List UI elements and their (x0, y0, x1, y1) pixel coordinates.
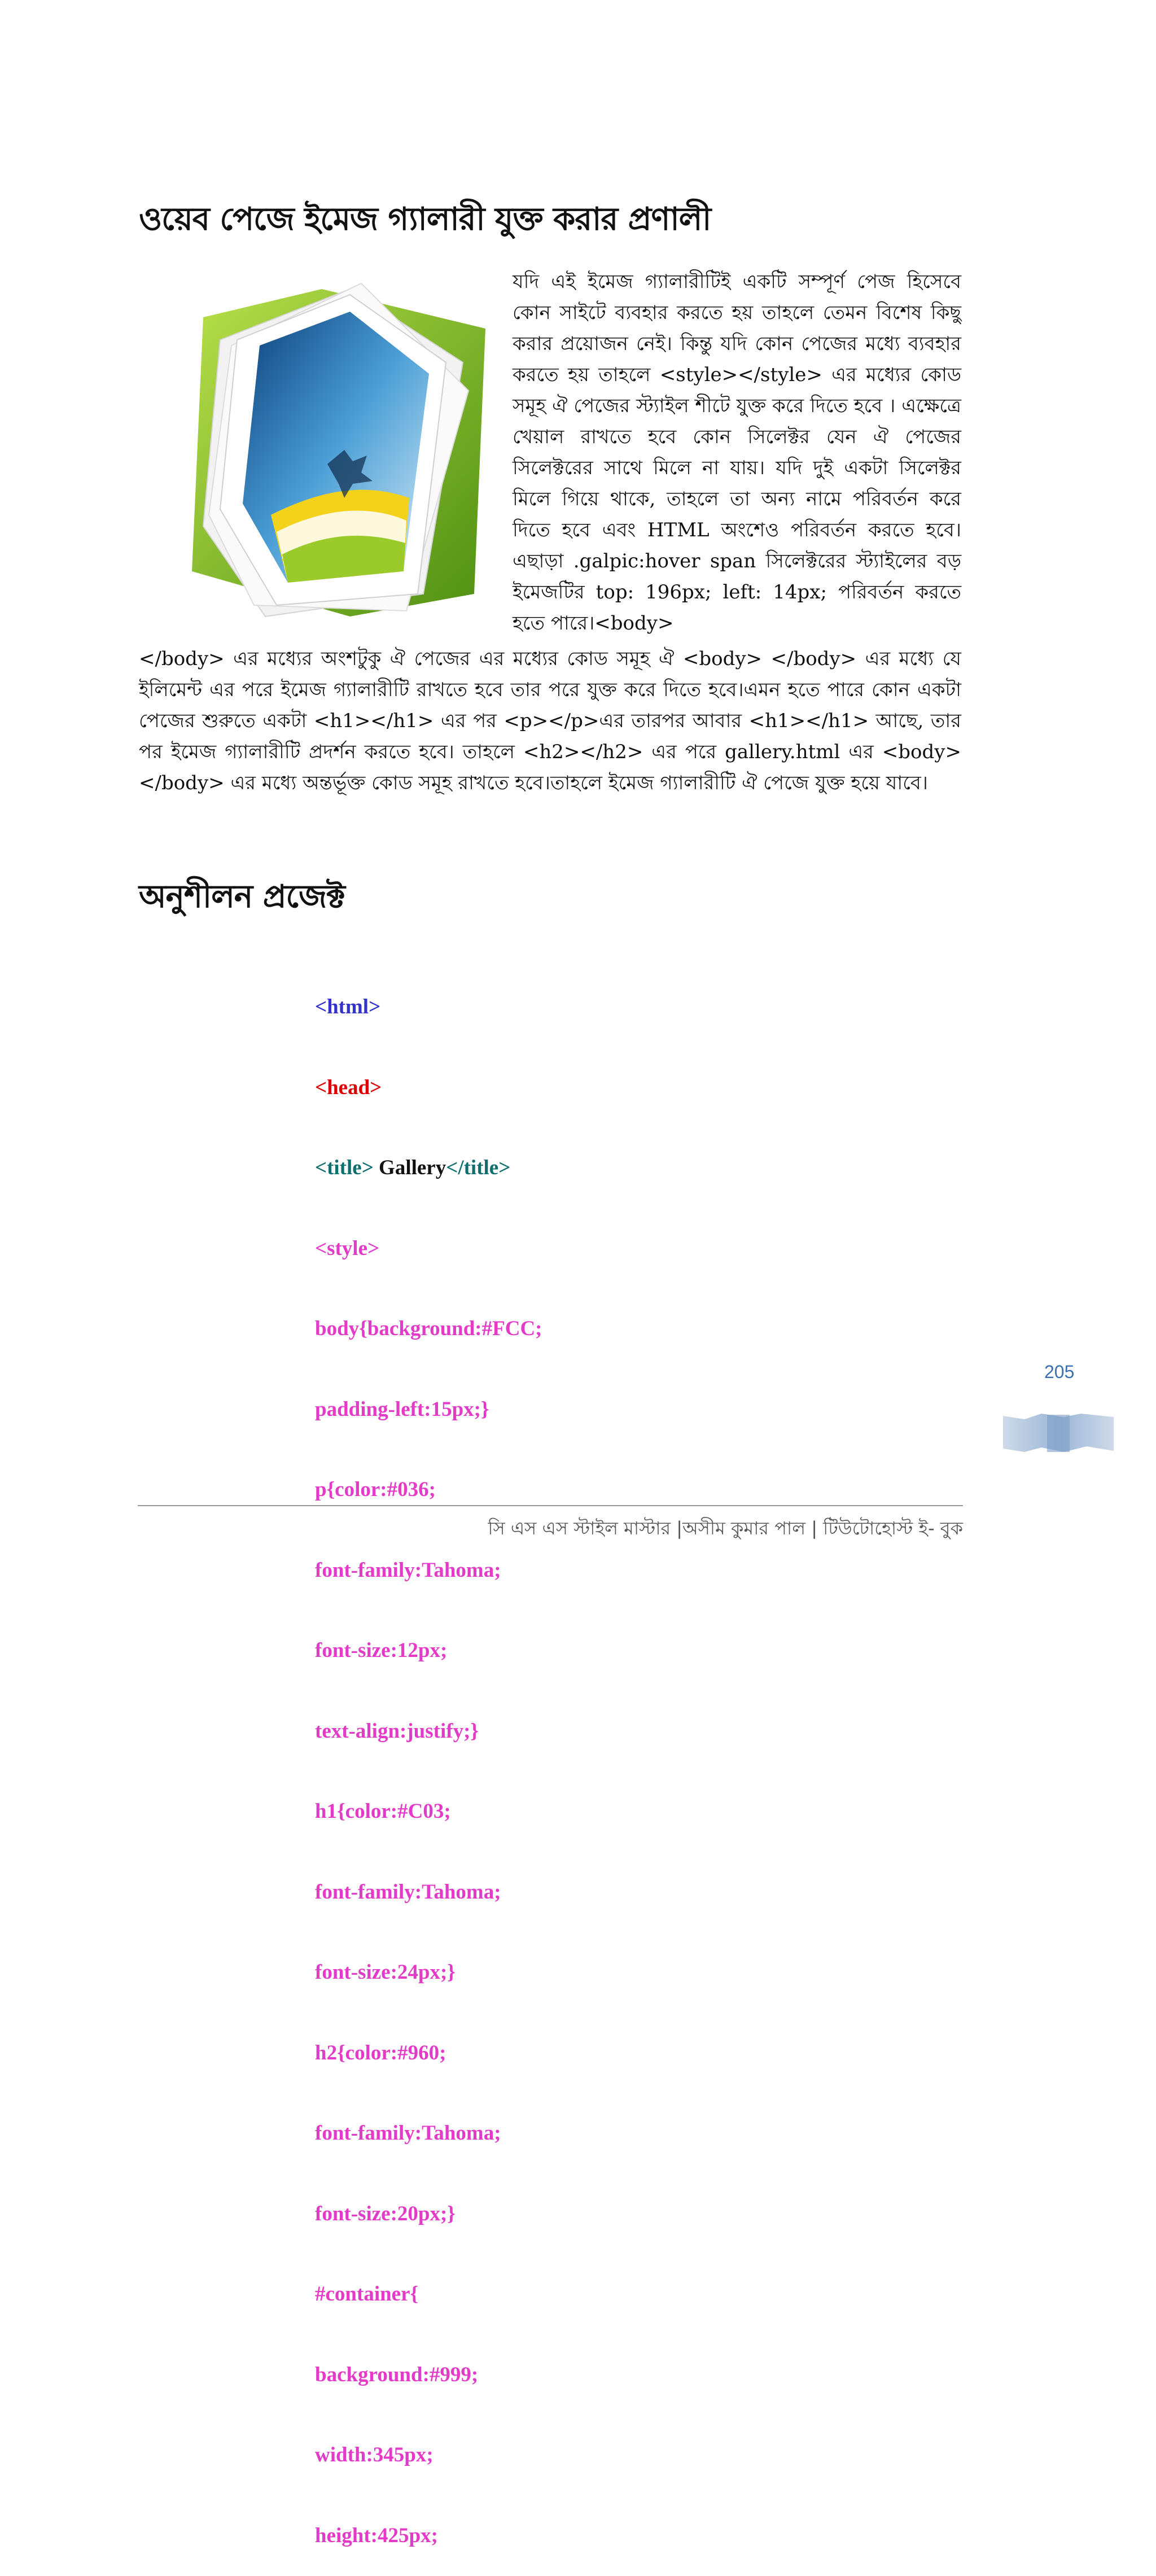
code-line: padding-left:15px;} (315, 1397, 489, 1421)
footer-divider (138, 1505, 963, 1506)
code-line: body{background:#FCC; (315, 1317, 542, 1340)
page-tab-decoration (1002, 1411, 1115, 1457)
code-title-text: Gallery (373, 1156, 446, 1179)
code-line-title (315, 1154, 542, 1182)
code-line: font-size:20px;} (315, 2202, 456, 2225)
code-line: p{color:#036; (315, 1478, 436, 1501)
code-line-head: <head> (315, 1075, 382, 1099)
image-gallery-illustration (181, 278, 497, 622)
section-heading-practice-project: অনুশীলন প্রজেক্ট (139, 878, 345, 915)
code-line: font-size:24px;} (315, 1961, 456, 1984)
code-line-html: <html> (315, 995, 381, 1018)
code-line: text-align:justify;} (315, 1719, 479, 1743)
code-line: h2{color:#960; (315, 2041, 446, 2065)
code-listing (315, 940, 542, 2576)
code-line: h1{color:#C03; (315, 1800, 451, 1823)
paragraph-intro: যদি এই ইমেজ গ্যালারীটিই একটি সম্পূর্ণ পেজ হিসেবে কোন সাইটে ব্যবহার করতে হয় তাহলে তেমন বিশেষ কিছু করার প্রয়োজন নেই। কিন্তু যদি কোন পেজের মধ্যে ব্যবহার করতে হয় তাহলে <style></style> এর মধ্যের কোড সমূহ ঐ পেজের স্ট্যাইল শীটে যুক্ত করে দিতে হবে । এক্ষেত্রে খেয়াল রাখতে হবে কোন সিলেক্টর যেন ঐ পেজের সিলেক্টরের সাথে মিলে না যায়। যদি দুই একটা সিলেক্টর মিলে গিয়ে থাকে, তাহলে তা অন্য নামে পরিবর্তন করে দিতে হবে এবং HTML অংশেও পরিবর্তন করতে হবে।এছাড়া .galpic:hover span সিলেক্টরের স্ট্যাইলের বড় ইমেজটির top: 196px; left: 14px; পরিবর্তন করতে হতে পারে।<body> (513, 270, 961, 635)
code-title-open: <title> (315, 1156, 374, 1179)
code-line: background:#999; (315, 2363, 479, 2386)
code-line: #container{ (315, 2282, 419, 2306)
paragraph-continued: </body> এর মধ্যের অংশটুকু ঐ পেজের এর মধ্যের কোড সমূহ ঐ <body> </body> এর মধ্যে যে ইলিমেন্ট এর পরে ইমেজ গ্যালারীটি রাখতে হবে তার পরে যুক্ত করে দিতে হবে।এমন হতে পারে কোন একটা পেজের শুরুতে একটা <h1></h1> এর পর <p></p>এর তারপর আবার <h1></h1> আছে, তার পর ইমেজ গ্যালারীটি প্রদর্শন করতে হবে। তাহলে <h2></h2> এর পরে gallery.html এর <body> </body> এর মধ্যে অন্তর্ভূক্ত কোড সমূহ রাখতে হবে।তাহলে ইমেজ গ্যালারীটি ঐ পেজে যুক্ত হয়ে যাবে। (139, 648, 961, 794)
page-number: 205 (1044, 1362, 1075, 1382)
code-line-style: <style> (315, 1236, 380, 1260)
code-line: font-family:Tahoma; (315, 2122, 501, 2145)
code-line: width:345px; (315, 2443, 434, 2466)
code-line: height:425px; (315, 2523, 438, 2547)
code-title-close: </title> (446, 1156, 511, 1179)
footer-text: সি এস এস স্টাইল মাস্টার |অসীম কুমার পাল | টিউটোহোস্ট ই- বুক (488, 1517, 963, 1539)
code-line: font-size:12px; (315, 1639, 448, 1662)
code-line: font-family:Tahoma; (315, 1558, 501, 1582)
code-line: font-family:Tahoma; (315, 1880, 501, 1904)
section-heading-gallery: ওয়েব পেজে ইমেজ গ্যালারী যুক্ত করার প্রণালী (139, 201, 711, 238)
